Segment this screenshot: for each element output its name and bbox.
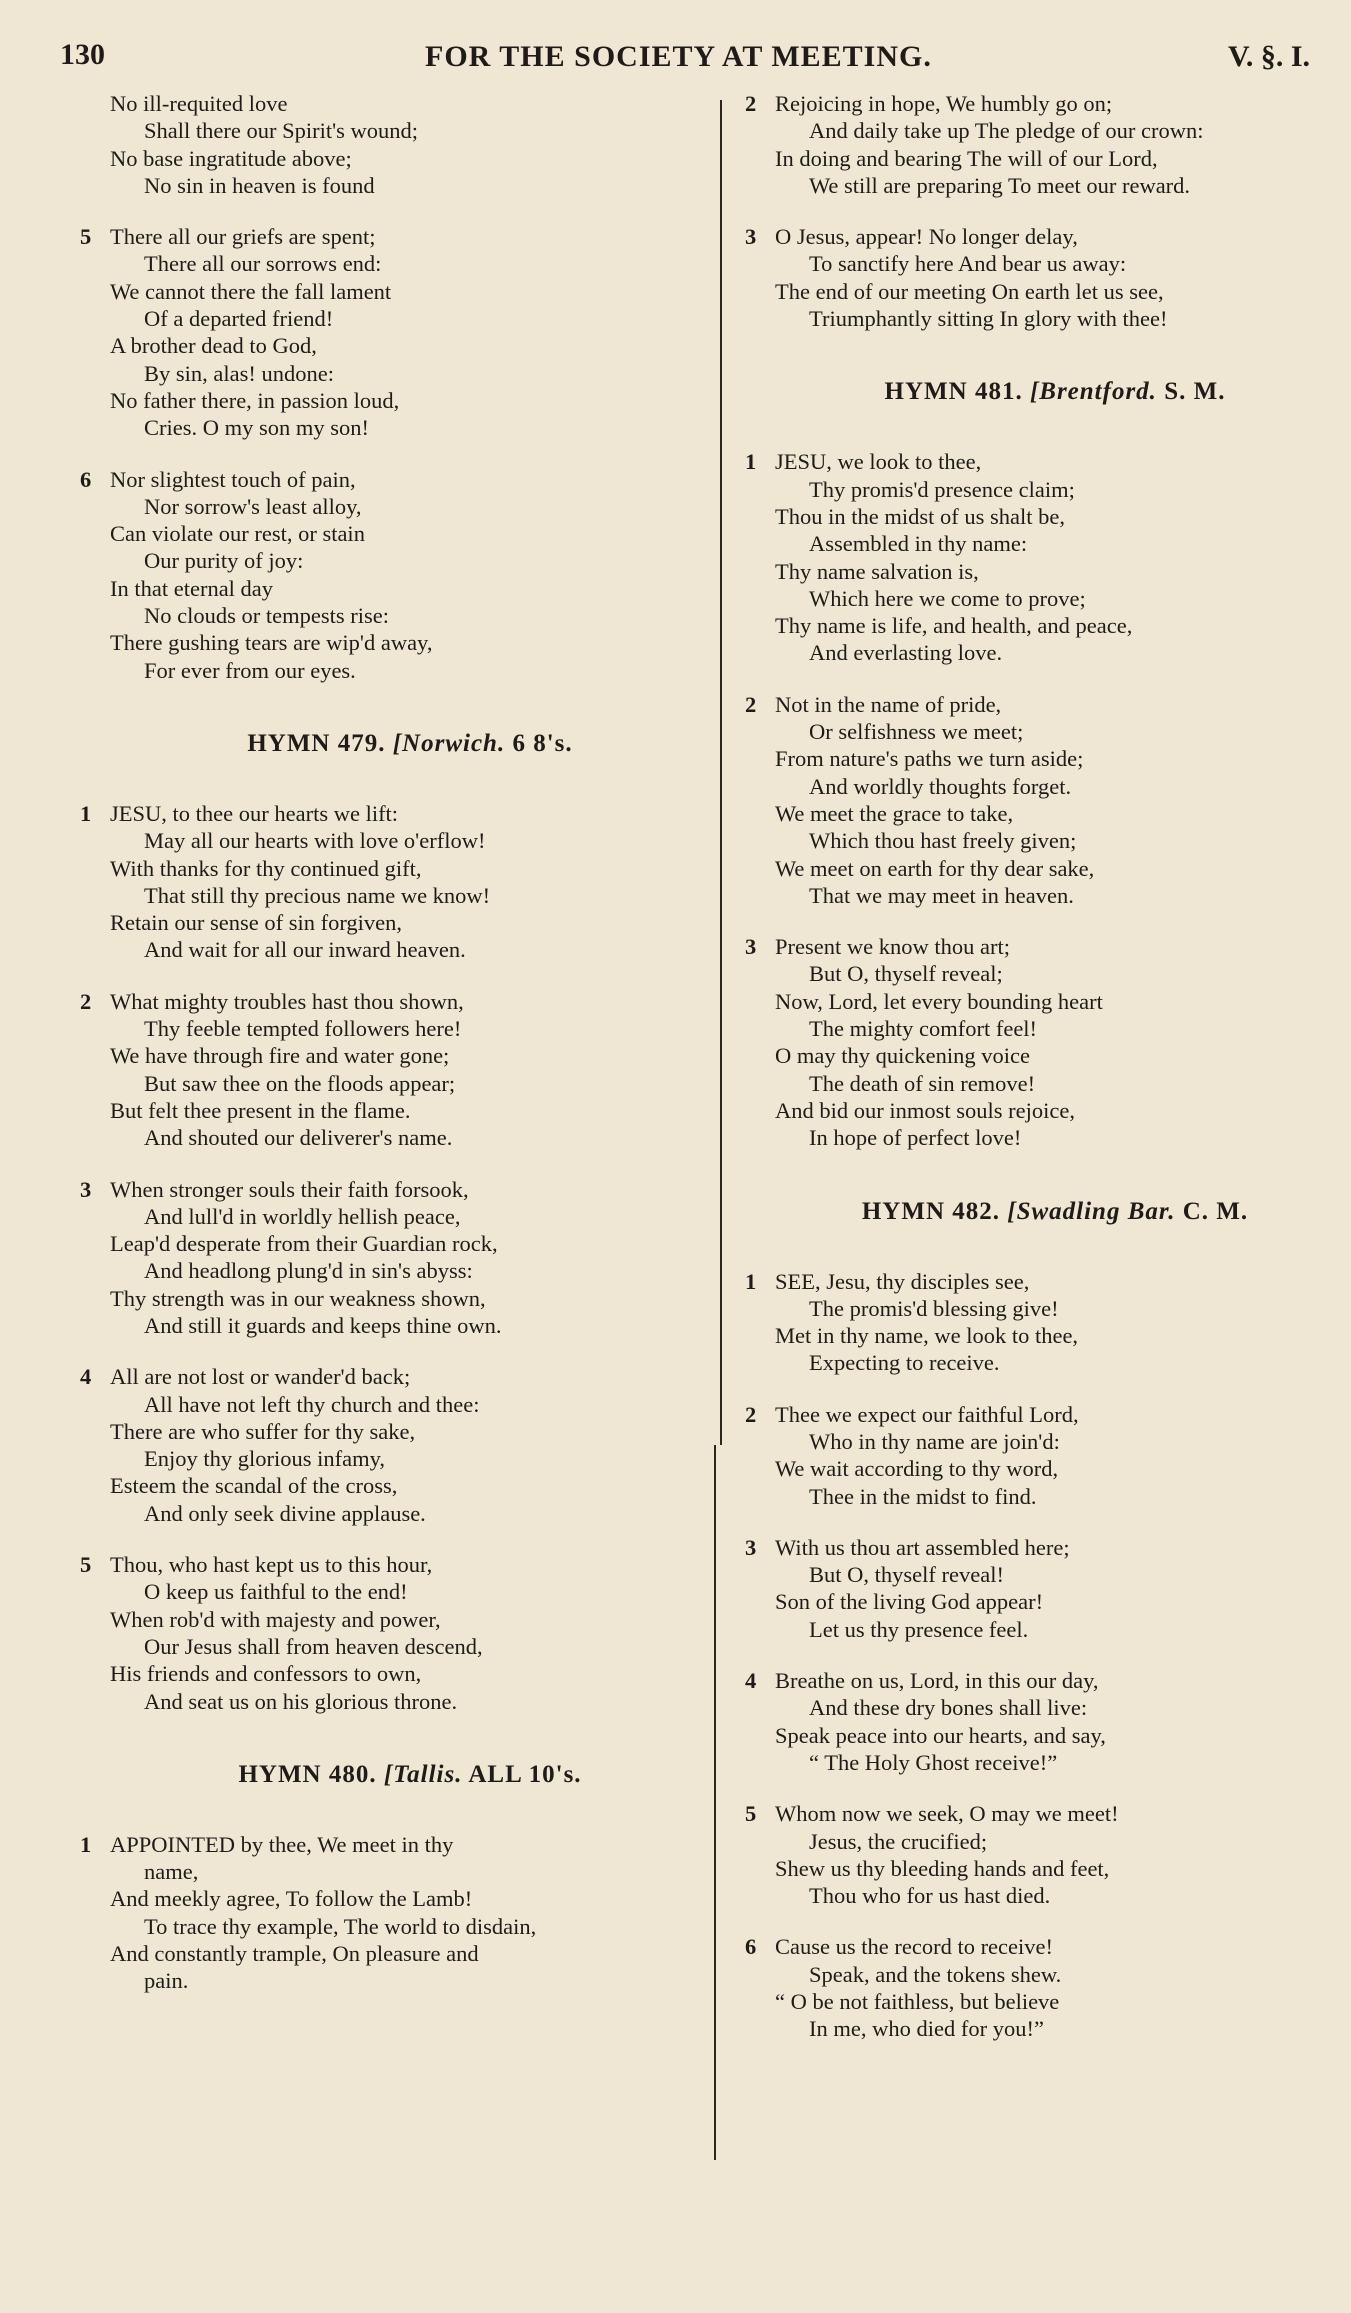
verse-text: Thou, who hast kept us to this hour, bbox=[110, 1552, 433, 1578]
verse-line: There gushing tears are wip'd away, bbox=[110, 630, 433, 656]
verse-line: His friends and confessors to own, bbox=[110, 1661, 422, 1687]
verse-line: We still are preparing To meet our reward. bbox=[809, 172, 1191, 198]
verse-line bbox=[745, 1933, 1335, 1960]
stanza-number: 1 bbox=[80, 800, 92, 826]
left-column bbox=[80, 90, 710, 2019]
verse-text: Rejoicing in hope, We humbly go on; bbox=[775, 91, 1113, 116]
verse-line bbox=[80, 466, 710, 493]
verse-line: Speak peace into our hearts, and say, bbox=[775, 1722, 1106, 1748]
verse-line: O may thy quickening voice bbox=[775, 1043, 1030, 1069]
verse-line: Met in thy name, we look to thee, bbox=[775, 1323, 1079, 1349]
verse-line bbox=[80, 800, 710, 827]
verse-line: To sanctify here And bear us away: bbox=[809, 251, 1127, 277]
verse-line: By sin, alas! undone: bbox=[144, 360, 334, 386]
stanza bbox=[745, 1401, 1335, 1510]
hymn-meter: ALL 10's. bbox=[468, 1760, 582, 1788]
verse-line: pain. bbox=[144, 1968, 189, 1994]
verse-line bbox=[745, 448, 1335, 475]
verse-text: Breathe on us, Lord, in this our day, bbox=[775, 1668, 1099, 1694]
stanza-number: 3 bbox=[80, 1176, 92, 1202]
verse-line: We meet the grace to take, bbox=[775, 800, 1014, 826]
verse-line: We cannot there the fall lament bbox=[110, 278, 392, 304]
verse-line: Who in thy name are join'd: bbox=[809, 1428, 1060, 1454]
verse-text: Not in the name of pride, bbox=[775, 691, 1002, 717]
verse-line: Assembled in thy name: bbox=[809, 531, 1028, 557]
stanza-number: 2 bbox=[745, 1401, 757, 1427]
verse-line: Our purity of joy: bbox=[144, 548, 304, 574]
verse-line: Expecting to receive. bbox=[809, 1350, 1000, 1376]
stanza bbox=[745, 1800, 1335, 1909]
verse-line bbox=[80, 1551, 710, 1578]
verse-line: Son of the living God appear! bbox=[775, 1589, 1044, 1615]
verse-line: In that eternal day bbox=[110, 575, 274, 601]
verse-line: And constantly trample, On pleasure and bbox=[110, 1941, 479, 1967]
stanza bbox=[80, 800, 710, 964]
verse-text: Cause us the record to receive! bbox=[775, 1934, 1053, 1960]
stanza-number: 1 bbox=[80, 1831, 92, 1857]
stanza bbox=[745, 448, 1335, 666]
verse-line: And shouted our deliverer's name. bbox=[144, 1125, 453, 1151]
stanza-number: 4 bbox=[745, 1668, 757, 1694]
verse-line bbox=[745, 223, 1335, 250]
stanza bbox=[745, 223, 1335, 332]
verse-line: But saw thee on the floods appear; bbox=[144, 1070, 456, 1096]
hymn-number: HYMN 480. bbox=[238, 1760, 377, 1788]
verse-line bbox=[80, 988, 710, 1015]
verse-line: The mighty comfort feel! bbox=[809, 1016, 1038, 1042]
verse-line: In hope of perfect love! bbox=[809, 1125, 1022, 1151]
verse-line: There all our sorrows end: bbox=[144, 251, 382, 277]
verse-line: name, bbox=[144, 1859, 199, 1885]
verse-line: Triumphantly sitting In glory with thee! bbox=[809, 306, 1168, 332]
verse-line bbox=[745, 1800, 1335, 1827]
verse-line bbox=[745, 691, 1335, 718]
verse-line: Shall there our Spirit's wound; bbox=[144, 118, 419, 144]
column-divider-lower bbox=[714, 1445, 716, 2160]
verse-line: There are who suffer for thy sake, bbox=[110, 1418, 416, 1444]
verse-line: A brother dead to God, bbox=[110, 333, 317, 359]
verse-line: Thee in the midst to find. bbox=[809, 1483, 1037, 1509]
verse-line: No sin in heaven is found bbox=[144, 172, 375, 198]
verse-line: And wait for all our inward heaven. bbox=[144, 937, 466, 963]
stanza bbox=[745, 90, 1335, 199]
verse-text: What mighty troubles hast thou shown, bbox=[110, 988, 464, 1014]
verse-line: And daily take up The pledge of our crown: bbox=[809, 118, 1204, 144]
verse-line: Leap'd desperate from their Guardian rock, bbox=[110, 1231, 498, 1257]
hymn-tune: [Brentford. bbox=[1029, 378, 1157, 406]
verse-line: All have not left thy church and thee: bbox=[144, 1391, 480, 1417]
verse-line: We have through fire and water gone; bbox=[110, 1043, 450, 1069]
verse-line: In doing and bearing The will of our Lord, bbox=[775, 145, 1158, 171]
verse-line: Thy strength was in our weakness shown, bbox=[110, 1285, 486, 1311]
verse-line: And still it guards and keeps thine own. bbox=[144, 1312, 502, 1338]
verse-line: And seat us on his glorious throne. bbox=[144, 1688, 458, 1714]
stanza bbox=[745, 1534, 1335, 1643]
verse-line: Our Jesus shall from heaven descend, bbox=[144, 1633, 483, 1659]
verse-text: When stronger souls their faith forsook, bbox=[110, 1176, 469, 1202]
stanza-number: 6 bbox=[80, 466, 92, 492]
verse-line bbox=[80, 1363, 710, 1390]
hymn-number: HYMN 482. bbox=[861, 1197, 1000, 1225]
stanza-number: 1 bbox=[745, 1268, 757, 1294]
verse-line bbox=[745, 90, 1335, 117]
hymn-heading bbox=[110, 1761, 710, 1789]
hymn-tune: [Tallis. bbox=[383, 1760, 463, 1788]
verse-line: Speak, and the tokens shew. bbox=[809, 1961, 1062, 1987]
verse-line bbox=[745, 933, 1335, 960]
verse-line: And meekly agree, To follow the Lamb! bbox=[110, 1886, 473, 1912]
verse-line: No father there, in passion loud, bbox=[110, 387, 400, 413]
verse-line: But O, thyself reveal; bbox=[809, 961, 1003, 987]
stanza-number: 3 bbox=[745, 1534, 757, 1560]
verse-line: Esteem the scandal of the cross, bbox=[110, 1473, 398, 1499]
verse-line: Thy name salvation is, bbox=[775, 558, 979, 584]
verse-line: Or selfishness we meet; bbox=[809, 719, 1024, 745]
stanza bbox=[80, 223, 710, 441]
verse-text: Whom now we seek, O may we meet! bbox=[775, 1801, 1119, 1827]
verse-line: Shew us thy bleeding hands and feet, bbox=[775, 1855, 1110, 1881]
section-mark: V. §. I. bbox=[1228, 40, 1310, 73]
verse-line: In me, who died for you!” bbox=[809, 2016, 1044, 2042]
verse-line: Which here we come to prove; bbox=[809, 585, 1086, 611]
page-number: 130 bbox=[60, 38, 105, 71]
hymn-number: HYMN 479. bbox=[247, 729, 386, 757]
hymn-meter: S. M. bbox=[1164, 378, 1226, 406]
verse-line: No base ingratitude above; bbox=[110, 145, 352, 171]
verse-line: The death of sin remove! bbox=[809, 1070, 1036, 1096]
stanza bbox=[745, 1268, 1335, 1377]
verse-line: From nature's paths we turn aside; bbox=[775, 746, 1084, 772]
verse-line: We meet on earth for thy dear sake, bbox=[775, 855, 1095, 881]
verse-line: That we may meet in heaven. bbox=[809, 882, 1074, 908]
page-header bbox=[60, 38, 1310, 78]
verse-line: Thy feeble tempted followers here! bbox=[144, 1016, 462, 1042]
verse-line: Cries. O my son my son! bbox=[144, 415, 369, 441]
verse-text: All are not lost or wander'd back; bbox=[110, 1364, 411, 1390]
hymn-meter: 6 8's. bbox=[512, 729, 573, 757]
stanza-number: 2 bbox=[745, 91, 757, 116]
verse-line: “ The Holy Ghost receive!” bbox=[809, 1749, 1058, 1775]
verse-line: Thy promis'd presence claim; bbox=[809, 476, 1075, 502]
verse-line: The end of our meeting On earth let us see, bbox=[775, 278, 1164, 304]
stanza bbox=[80, 466, 710, 684]
verse-line: Retain our sense of sin forgiven, bbox=[110, 910, 403, 936]
verse-line: With thanks for thy continued gift, bbox=[110, 855, 422, 881]
verse-line: Nor sorrow's least alloy, bbox=[144, 493, 362, 519]
verse-line bbox=[80, 223, 710, 250]
verse-line bbox=[745, 1667, 1335, 1694]
verse-line: Now, Lord, let every bounding heart bbox=[775, 988, 1103, 1014]
stanza bbox=[745, 1933, 1335, 2042]
stanza-number: 2 bbox=[745, 691, 757, 717]
verse-line: Thy name is life, and health, and peace, bbox=[775, 613, 1133, 639]
verse-text: JESU, we look to thee, bbox=[775, 449, 982, 475]
hymn-heading bbox=[775, 1198, 1335, 1226]
verse-line: Of a departed friend! bbox=[144, 306, 334, 332]
stanza-number: 5 bbox=[80, 1552, 92, 1578]
hymn-tune: [Norwich. bbox=[392, 729, 506, 757]
stanza bbox=[80, 988, 710, 1152]
stanza-number: 5 bbox=[745, 1801, 757, 1827]
verse-line: Jesus, the crucified; bbox=[809, 1828, 988, 1854]
verse-text: Thee we expect our faithful Lord, bbox=[775, 1401, 1079, 1427]
stanza bbox=[80, 1363, 710, 1527]
verse-text: SEE, Jesu, thy disciples see, bbox=[775, 1268, 1030, 1294]
verse-line: That still thy precious name we know! bbox=[144, 882, 491, 908]
stanza bbox=[80, 1831, 710, 1995]
running-title: FOR THE SOCIETY AT MEETING. bbox=[425, 40, 932, 73]
verse-text: O Jesus, appear! No longer delay, bbox=[775, 224, 1078, 250]
hymn-heading bbox=[775, 378, 1335, 406]
verse-line bbox=[745, 1268, 1335, 1295]
verse-line bbox=[80, 1176, 710, 1203]
verse-text: Nor slightest touch of pain, bbox=[110, 466, 356, 492]
stanza-number: 3 bbox=[745, 224, 757, 250]
verse-text: With us thou art assembled here; bbox=[775, 1534, 1070, 1560]
verse-line: Thou who for us hast died. bbox=[809, 1883, 1051, 1909]
verse-text: Present we know thou art; bbox=[775, 934, 1010, 960]
verse-line: Let us thy presence feel. bbox=[809, 1616, 1029, 1642]
verse-line: But O, thyself reveal! bbox=[809, 1562, 1004, 1588]
verse-text: APPOINTED by thee, We meet in thy bbox=[110, 1831, 454, 1857]
stanza-number: 6 bbox=[745, 1934, 757, 1960]
stanza-number: 1 bbox=[745, 449, 757, 475]
verse-line bbox=[80, 1831, 710, 1858]
verse-line: Which thou hast freely given; bbox=[809, 828, 1077, 854]
verse-line bbox=[745, 1534, 1335, 1561]
verse-line: May all our hearts with love o'erflow! bbox=[144, 828, 486, 854]
column-divider bbox=[720, 100, 722, 1445]
verse-line: To trace thy example, The world to disdain, bbox=[144, 1913, 537, 1939]
stanza bbox=[745, 691, 1335, 909]
verse-line: And these dry bones shall live: bbox=[809, 1695, 1088, 1721]
stanza-number: 3 bbox=[745, 934, 757, 960]
verse-text: JESU, to thee our hearts we lift: bbox=[110, 800, 399, 826]
stanza bbox=[745, 933, 1335, 1151]
verse-line: O keep us faithful to the end! bbox=[144, 1579, 408, 1605]
verse-line: No ill-requited love bbox=[110, 91, 288, 116]
stanza-number: 2 bbox=[80, 988, 92, 1014]
verse-line: And headlong plung'd in sin's abyss: bbox=[144, 1258, 473, 1284]
verse-line: And everlasting love. bbox=[809, 640, 1003, 666]
stanza-number: 5 bbox=[80, 224, 92, 250]
verse-line: But felt thee present in the flame. bbox=[110, 1097, 411, 1123]
verse-line: And only seek divine applause. bbox=[144, 1500, 426, 1526]
verse-line: No clouds or tempests rise: bbox=[144, 603, 389, 629]
hymn-meter: C. M. bbox=[1182, 1197, 1249, 1225]
verse-line: For ever from our eyes. bbox=[144, 657, 356, 683]
verse-line: We wait according to thy word, bbox=[775, 1456, 1059, 1482]
verse-line: When rob'd with majesty and power, bbox=[110, 1606, 441, 1632]
stanza bbox=[80, 1551, 710, 1715]
verse-text: There all our griefs are spent; bbox=[110, 224, 376, 250]
hymn-number: HYMN 481. bbox=[884, 378, 1023, 406]
verse-line: Thou in the midst of us shalt be, bbox=[775, 503, 1065, 529]
verse-line: And worldly thoughts forget. bbox=[809, 773, 1072, 799]
stanza bbox=[110, 90, 710, 199]
verse-line bbox=[745, 1401, 1335, 1428]
verse-line: And bid our inmost souls rejoice, bbox=[775, 1097, 1075, 1123]
verse-line: And lull'd in worldly hellish peace, bbox=[144, 1203, 461, 1229]
right-column bbox=[745, 90, 1335, 2067]
verse-line: The promis'd blessing give! bbox=[809, 1295, 1059, 1321]
stanza bbox=[745, 1667, 1335, 1776]
verse-line: Can violate our rest, or stain bbox=[110, 521, 365, 547]
verse-line: Enjoy thy glorious infamy, bbox=[144, 1446, 386, 1472]
stanza-number: 4 bbox=[80, 1364, 92, 1390]
hymn-heading bbox=[110, 730, 710, 758]
verse-line: “ O be not faithless, but believe bbox=[775, 1989, 1060, 2015]
stanza bbox=[80, 1176, 710, 1340]
hymn-tune: [Swadling Bar. bbox=[1007, 1197, 1176, 1225]
